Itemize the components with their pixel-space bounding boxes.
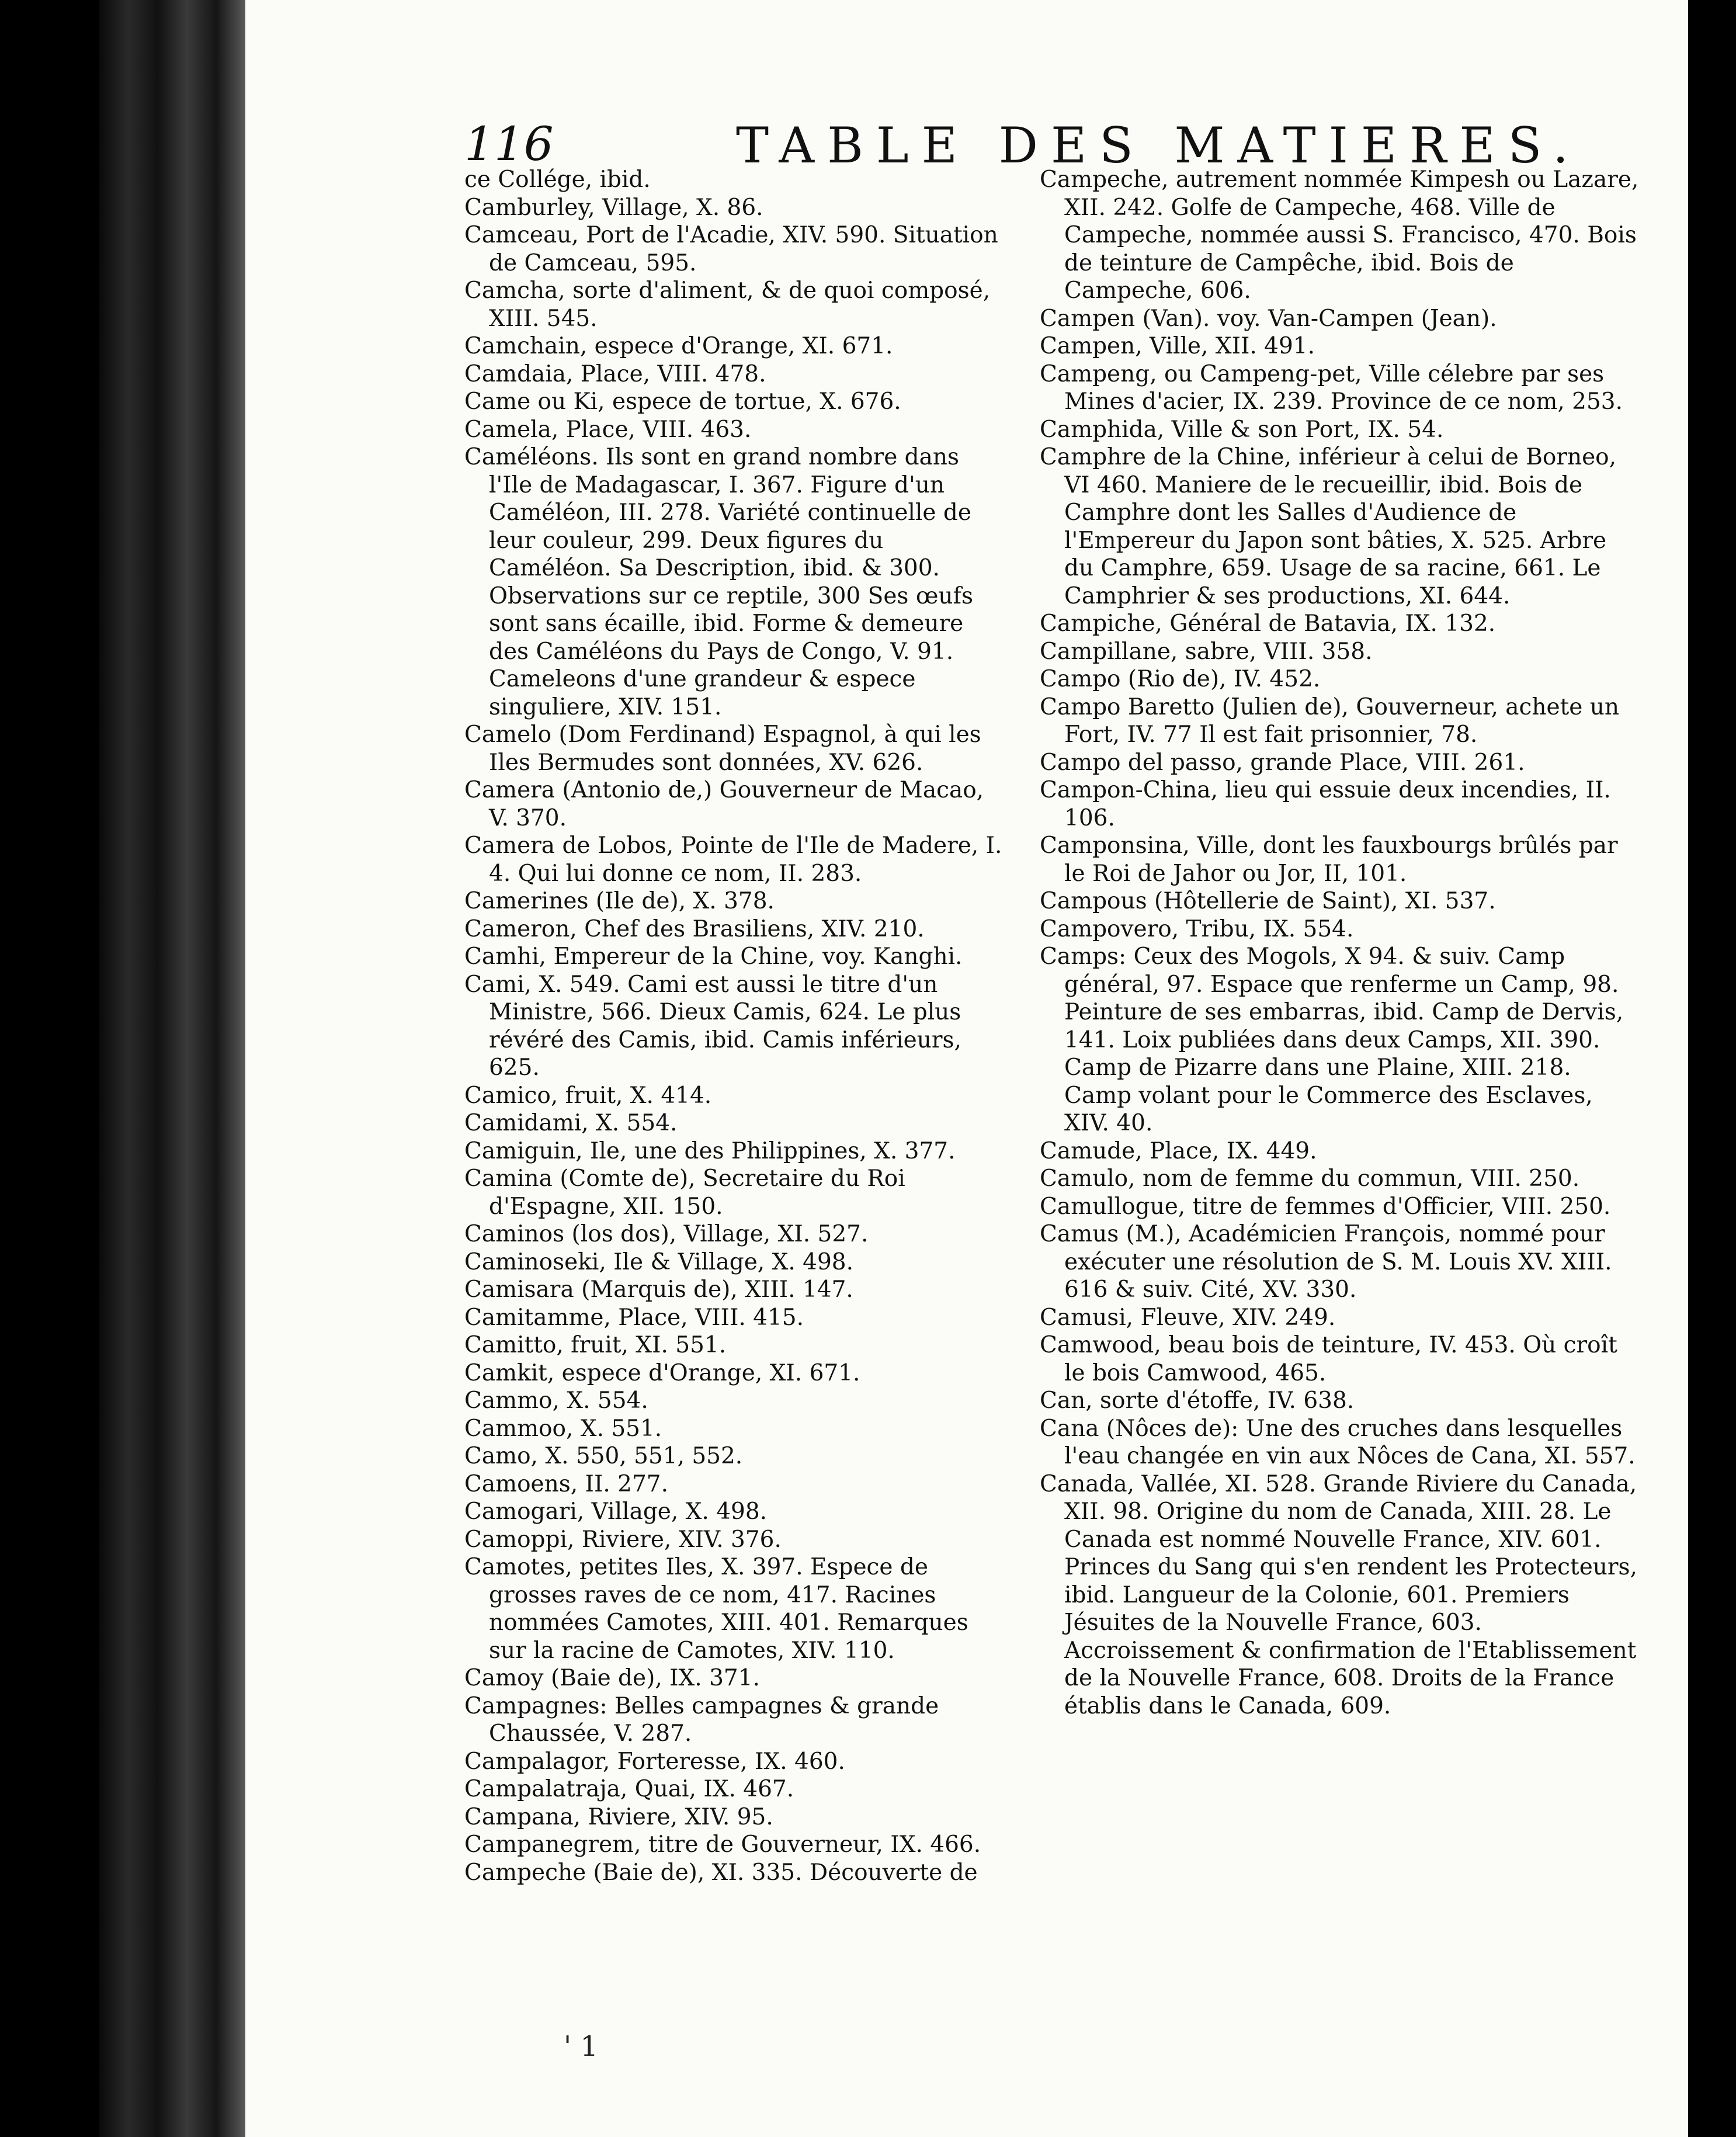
index-entry: Campanegrem, titre de Gouverneur, IX. 466.	[464, 1831, 981, 1858]
index-column-right	[1040, 166, 1641, 1720]
index-entry: Campeng, ou Campeng-pet, Ville célebre par ses Mines d'acier, IX. 239. Province de ce nom, 253.	[1040, 360, 1623, 415]
index-entry: Canada, Vallée, XI. 528. Grande Riviere du Canada, XII. 98. Origine du nom de Canada, XIII. 28. Le Canada est nommé Nouvelle France, XIV. 601. Princes du Sang qui s'en rendent les Protecteurs, ibid. Langueur de la Colonie, 601. Premiers Jésuites de la Nouvelle France, 603. Accroissement & confirmation de l'Etablissement de la Nouvelle France, 608. Droits de la France établis dans le Canada, 609.	[1040, 1470, 1637, 1719]
index-entry: Caméléons. Ils sont en grand nombre dans l'Ile de Madagascar, I. 367. Figure d'un Caméléon, III. 278. Variété continuelle de leur couleur, 299. Deux figures du Caméléon. Sa Description, ibid. & 300. Observations sur ce reptile, 300 Ses œufs sont sans écaille, ibid. Forme & demeure des Caméléons du Pays de Congo, V. 91. Cameleons d'une grandeur & espece singuliere, XIV. 151.	[464, 444, 973, 720]
index-entry: Camburley, Village, X. 86.	[464, 194, 763, 221]
index-entry: ce Collége, ibid.	[464, 166, 651, 193]
index-entry: Camphida, Ville & son Port, IX. 54.	[1040, 416, 1444, 443]
index-entry: Campiche, Général de Batavia, IX. 132.	[1040, 610, 1496, 637]
index-entry: Cami, X. 549. Cami est aussi le titre d'un Ministre, 566. Dieux Camis, 624. Le plus révéré des Camis, ibid. Camis inférieurs, 625.	[464, 971, 961, 1081]
index-entry: Campous (Hôtellerie de Saint), XI. 537.	[1040, 888, 1496, 914]
index-entry: Camera (Antonio de,) Gouverneur de Macao, V. 370.	[464, 777, 984, 831]
index-entry: Camceau, Port de l'Acadie, XIV. 590. Situation de Camceau, 595.	[464, 222, 998, 276]
index-entry: Can, sorte d'étoffe, IV. 638.	[1040, 1387, 1355, 1414]
index-entry: Camcha, sorte d'aliment, & de quoi composé, XIII. 545.	[464, 277, 991, 332]
index-entry: Campalagor, Forteresse, IX. 460.	[464, 1748, 845, 1775]
index-entry: Campo (Rio de), IV. 452.	[1040, 666, 1321, 692]
index-entry: Camo, X. 550, 551, 552.	[464, 1443, 743, 1469]
index-entry: Cameron, Chef des Brasiliens, XIV. 210.	[464, 915, 925, 942]
index-entry: Camidami, X. 554.	[464, 1110, 678, 1136]
index-entry: Camotes, petites Iles, X. 397. Espece de grosses raves de ce nom, 417. Racines nommées Camotes, XIII. 401. Remarques sur la racine de Camotes, XIV. 110.	[464, 1554, 968, 1664]
book-spine-edge	[99, 0, 245, 2137]
index-entry: Camina (Comte de), Secretaire du Roi d'Espagne, XII. 150.	[464, 1165, 905, 1220]
index-entry: Camdaia, Place, VIII. 478.	[464, 360, 766, 387]
index-entry: Campo Baretto (Julien de), Gouverneur, achete un Fort, IV. 77 Il est fait prisonnier, 78.	[1040, 693, 1619, 748]
index-entry: Camphre de la Chine, inférieur à celui de Borneo, VI 460. Maniere de le recueillir, ibid. Bois de Camphre dont les Salles d'Audience de l'Empereur du Japon sont bâties, X. 525. Arbre du Camphre, 659. Usage de sa racine, 661. Le Camphrier & ses productions, XI. 644.	[1040, 444, 1617, 609]
index-entry: Campon-China, lieu qui essuie deux incendies, II. 106.	[1040, 777, 1611, 831]
book-page	[245, 0, 1688, 2137]
index-entry: Camelo (Dom Ferdinand) Espagnol, à qui les Iles Bermudes sont données, XV. 626.	[464, 721, 981, 776]
index-entry: Camullogue, titre de femmes d'Officier, VIII. 250.	[1040, 1193, 1611, 1220]
index-entry: Campen, Ville, XII. 491.	[1040, 333, 1315, 359]
index-entry: Campagnes: Belles campagnes & grande Chaussée, V. 287.	[464, 1692, 939, 1747]
index-entry: Camitamme, Place, VIII. 415.	[464, 1304, 804, 1331]
index-entry: Camwood, beau bois de teinture, IV. 453. Où croît le bois Camwood, 465.	[1040, 1332, 1617, 1386]
index-entry: Campalatraja, Quai, IX. 467.	[464, 1776, 794, 1802]
index-entry: Camoens, II. 277.	[464, 1470, 669, 1497]
index-entry: Camisara (Marquis de), XIII. 147.	[464, 1276, 853, 1303]
index-entry: Caminoseki, Ile & Village, X. 498.	[464, 1248, 853, 1275]
index-entry: Camusi, Fleuve, XIV. 249.	[1040, 1304, 1336, 1331]
index-entry: Camera de Lobos, Pointe de l'Ile de Madere, I. 4. Qui lui donne ce nom, II. 283.	[464, 832, 1002, 887]
index-entry: Campeche, autrement nommée Kimpesh ou Lazare, XII. 242. Golfe de Campeche, 468. Ville de Campeche, nommée aussi S. Francisco, 470. Bois de teinture de Campêche, ibid. Bois de Campeche, 606.	[1040, 166, 1639, 304]
index-entry: Camkit, espece d'Orange, XI. 671.	[464, 1359, 860, 1386]
index-entry: Camhi, Empereur de la Chine, voy. Kanghi.	[464, 943, 963, 970]
index-entry: Cana (Nôces de): Une des cruches dans lesquelles l'eau changée en vin aux Nôces de Cana, XI. 557.	[1040, 1415, 1636, 1469]
index-entry: Camerines (Ile de), X. 378.	[464, 888, 775, 914]
index-entry: Campana, Riviere, XIV. 95.	[464, 1803, 773, 1830]
index-entry: Campovero, Tribu, IX. 554.	[1040, 915, 1354, 942]
index-entry: Camude, Place, IX. 449.	[1040, 1137, 1317, 1164]
index-entry: Camitto, fruit, XI. 551.	[464, 1332, 727, 1358]
scan-border	[1682, 0, 1736, 2137]
index-entry: Camps: Ceux des Mogols, X 94. & suiv. Camp général, 97. Espace que renferme un Camp, 98. Peinture de ses embarras, ibid. Camp de Dervis, 141. Loix publiées dans deux Camps, XII. 390. Camp de Pizarre dans une Plaine, XIII. 218. Camp volant pour le Commerce des Esclaves, XIV. 40.	[1040, 943, 1624, 1136]
index-entry: Camoppi, Riviere, XIV. 376.	[464, 1526, 782, 1553]
index-entry: Campen (Van). voy. Van-Campen (Jean).	[1040, 305, 1497, 332]
index-entry: Camela, Place, VIII. 463.	[464, 416, 752, 443]
index-entry: Camchain, espece d'Orange, XI. 671.	[464, 333, 893, 359]
index-entry: Campillane, sabre, VIII. 358.	[1040, 638, 1373, 665]
index-entry: Camico, fruit, X. 414.	[464, 1082, 712, 1109]
index-entry: Camoy (Baie de), IX. 371.	[464, 1665, 760, 1691]
index-entry: Camiguin, Ile, une des Philippines, X. 377.	[464, 1137, 956, 1164]
index-entry: Camus (M.), Académicien François, nommé pour exécuter une résolution de S. M. Louis XV. XIII. 616 & suiv. Cité, XV. 330.	[1040, 1221, 1612, 1303]
index-entry: Cammo, X. 554.	[464, 1387, 648, 1414]
index-entry: Caminos (los dos), Village, XI. 527.	[464, 1221, 869, 1247]
footer-mark: ' 1	[564, 2030, 598, 2063]
index-column-left	[464, 166, 1008, 1886]
index-entry: Campeche (Baie de), XI. 335. Découverte de	[464, 1859, 978, 1886]
index-entry: Camponsina, Ville, dont les fauxbourgs brûlés par le Roi de Jahor ou Jor, II, 101.	[1040, 832, 1618, 887]
index-entry: Cammoo, X. 551.	[464, 1415, 662, 1442]
index-entry: Came ou Ki, espece de tortue, X. 676.	[464, 388, 901, 415]
page-number: 116	[464, 117, 554, 171]
index-entry: Camulo, nom de femme du commun, VIII. 250.	[1040, 1165, 1580, 1192]
index-entry: Campo del passo, grande Place, VIII. 261.	[1040, 749, 1525, 776]
index-entry: Camogari, Village, X. 498.	[464, 1498, 768, 1525]
running-title: TABLE DES MATIERES.	[736, 117, 1581, 174]
